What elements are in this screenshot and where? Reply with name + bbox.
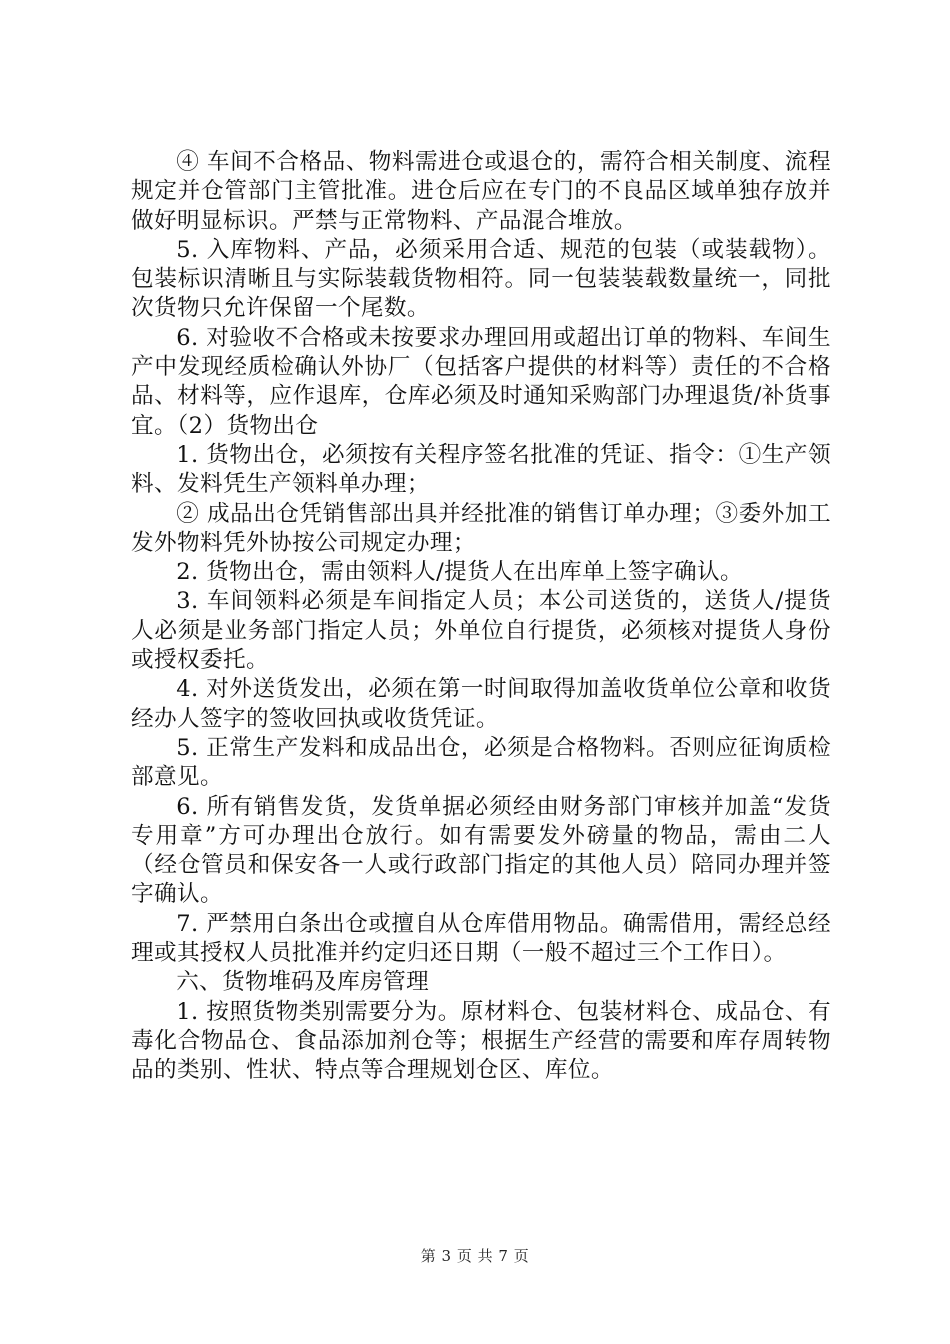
paragraph: 5. 正常生产发料和成品出仓，必须是合格物料。否则应征询质检部意见。 [131,734,831,791]
paragraph: 6. 对验收不合格或未按要求办理回用或超出订单的物料、车间生产中发现经质检确认外协厂（包括客户提供的材料等）责任的不合格品、材料等，应作退库，仓库必须及时通知采购部门办理退货/补货事宜。（2）货物出仓 [131,324,831,439]
paragraph: 6. 所有销售发货，发货单据必须经由财务部门审核并加盖“发货专用章”方可办理出仓放行。如有需要发外磅量的物品，需由二人（经仓管员和保安各一人或行政部门指定的其他人员）陪同办理并签字确认。 [131,793,831,908]
paragraph: ④ 车间不合格品、物料需进仓或退仓的，需符合相关制度、流程规定并仓管部门主管批准。进仓后应在专门的不良品区域单独存放并做好明显标识。严禁与正常物料、产品混合堆放。 [131,149,831,234]
paragraph: 7. 严禁用白条出仓或擅自从仓库借用物品。确需借用，需经总经理或其授权人员批准并约定归还日期（一般不超过三个工作日）。 [131,910,831,967]
paragraph: 4. 对外送货发出，必须在第一时间取得加盖收货单位公章和收货经办人签字的签收回执或收货凭证。 [131,676,831,732]
paragraph: 2. 货物出仓，需由领料人/提货人在出库单上签字确认。 [176,559,743,586]
page-number-label: 第 3 页 共 7 页 [420,1247,530,1265]
paragraph: 1. 货物出仓，必须按有关程序签名批准的凭证、指令：①生产领料、发料凭生产领料单办理； [131,441,831,498]
document-body [131,148,831,1086]
paragraph: ② 成品出仓凭销售部出具并经批准的销售订单办理；③委外加工发外物料凭外协按公司规定办理； [131,500,831,556]
paragraph: 5. 入库物料、产品，必须采用合适、规范的包装（或装载物）。包装标识清晰且与实际装载货物相符。同一包装装载数量统一，同批次货物只允许保留一个尾数。 [131,236,831,322]
paragraph: 3. 车间领料必须是车间指定人员；本公司送货的，送货人/提货人必须是业务部门指定人员；外单位自行提货，必须核对提货人身份或授权委托。 [131,588,831,674]
paragraph: 1. 按照货物类别需要分为。原材料仓、包装材料仓、成品仓、有毒化合物品仓、食品添加剂仓等；根据生产经营的需要和库存周转物品的类别、性状、特点等合理规划仓区、库位。 [131,998,831,1084]
page-footer [0,1245,950,1266]
section-heading: 六、货物堆码及库房管理 [176,969,430,996]
